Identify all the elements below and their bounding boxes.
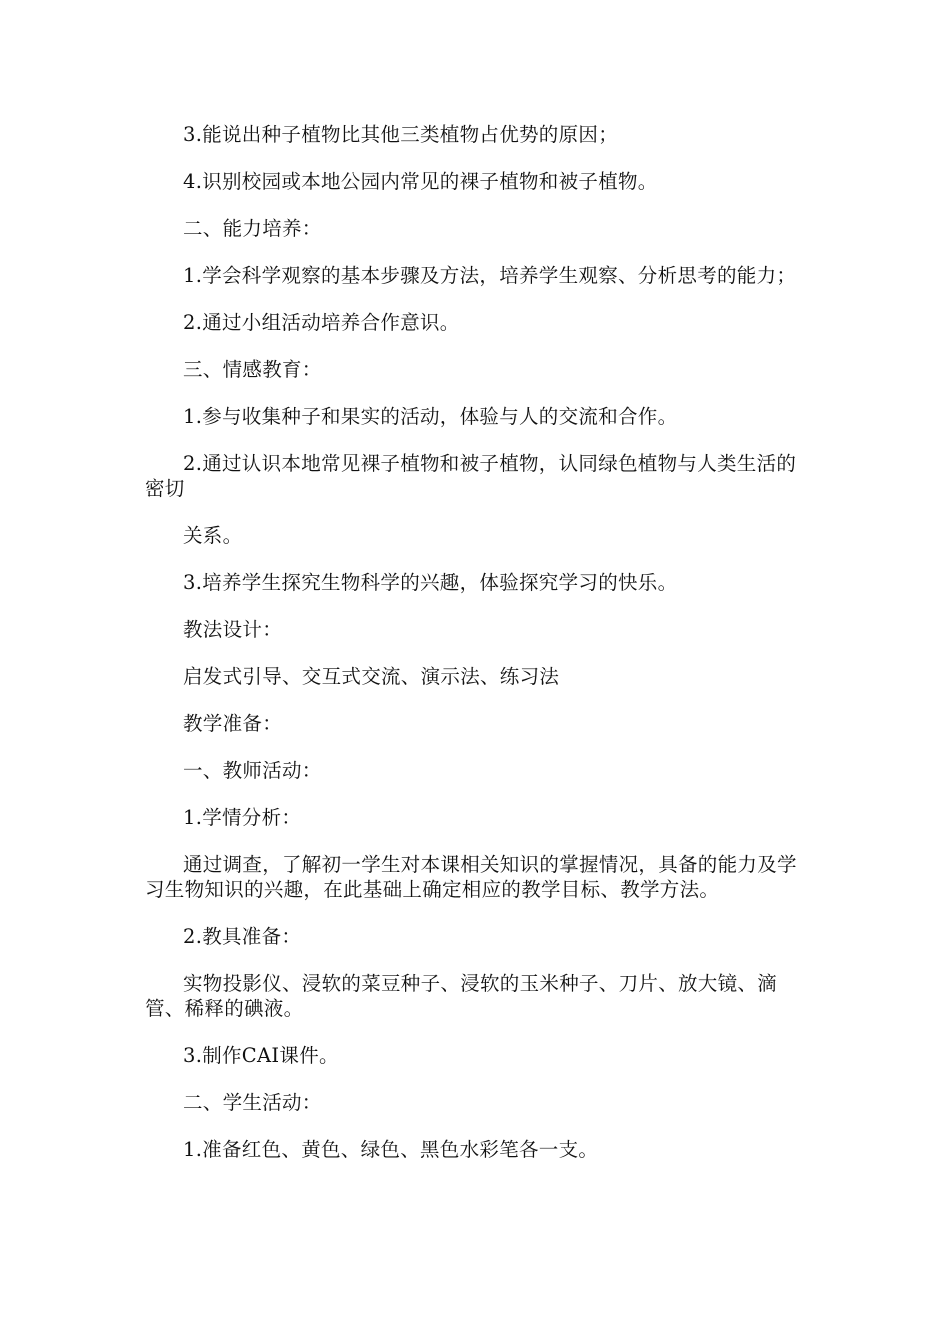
paragraph: 1.学会科学观察的基本步骤及方法，培养学生观察、分析思考的能力； bbox=[183, 264, 797, 287]
section-heading: 二、能力培养： bbox=[183, 217, 322, 240]
paragraph: 3.制作CAI课件。 bbox=[183, 1044, 339, 1067]
paragraph: 4.识别校园或本地公园内常见的裸子植物和被子植物。 bbox=[183, 170, 658, 193]
paragraph: 2.通过小组活动培养合作意识。 bbox=[183, 311, 460, 334]
paragraph: 1.准备红色、黄色、绿色、黑色水彩笔各一支。 bbox=[183, 1138, 599, 1161]
paragraph: 2.通过认识本地常见裸子植物和被子植物，认同绿色植物与人类生活的密切 bbox=[145, 452, 797, 500]
paragraph: 实物投影仪、浸软的菜豆种子、浸软的玉米种子、刀片、放大镜、滴管、稀释的碘液。 bbox=[145, 972, 778, 1020]
document-body bbox=[145, 122, 810, 1162]
paragraph: 3.能说出种子植物比其他三类植物占优势的原因； bbox=[183, 123, 619, 146]
section-heading: 一、教师活动： bbox=[183, 759, 322, 782]
section-heading: 二、学生活动： bbox=[183, 1091, 322, 1114]
paragraph: 3.培养学生探究生物科学的兴趣，体验探究学习的快乐。 bbox=[183, 571, 678, 594]
paragraph: 关系。 bbox=[183, 524, 243, 547]
paragraph: 通过调查，了解初一学生对本课相关知识的掌握情况，具备的能力及学习生物知识的兴趣，在此基础上确定相应的教学目标、教学方法。 bbox=[145, 853, 797, 901]
paragraph: 1.学情分析： bbox=[183, 806, 302, 829]
section-heading: 教法设计： bbox=[183, 618, 283, 641]
paragraph: 启发式引导、交互式交流、演示法、练习法 bbox=[183, 665, 560, 688]
paragraph: 2.教具准备： bbox=[183, 925, 302, 948]
section-heading: 教学准备： bbox=[183, 712, 283, 735]
paragraph: 1.参与收集种子和果实的活动，体验与人的交流和合作。 bbox=[183, 405, 678, 428]
section-heading: 三、情感教育： bbox=[183, 358, 322, 381]
